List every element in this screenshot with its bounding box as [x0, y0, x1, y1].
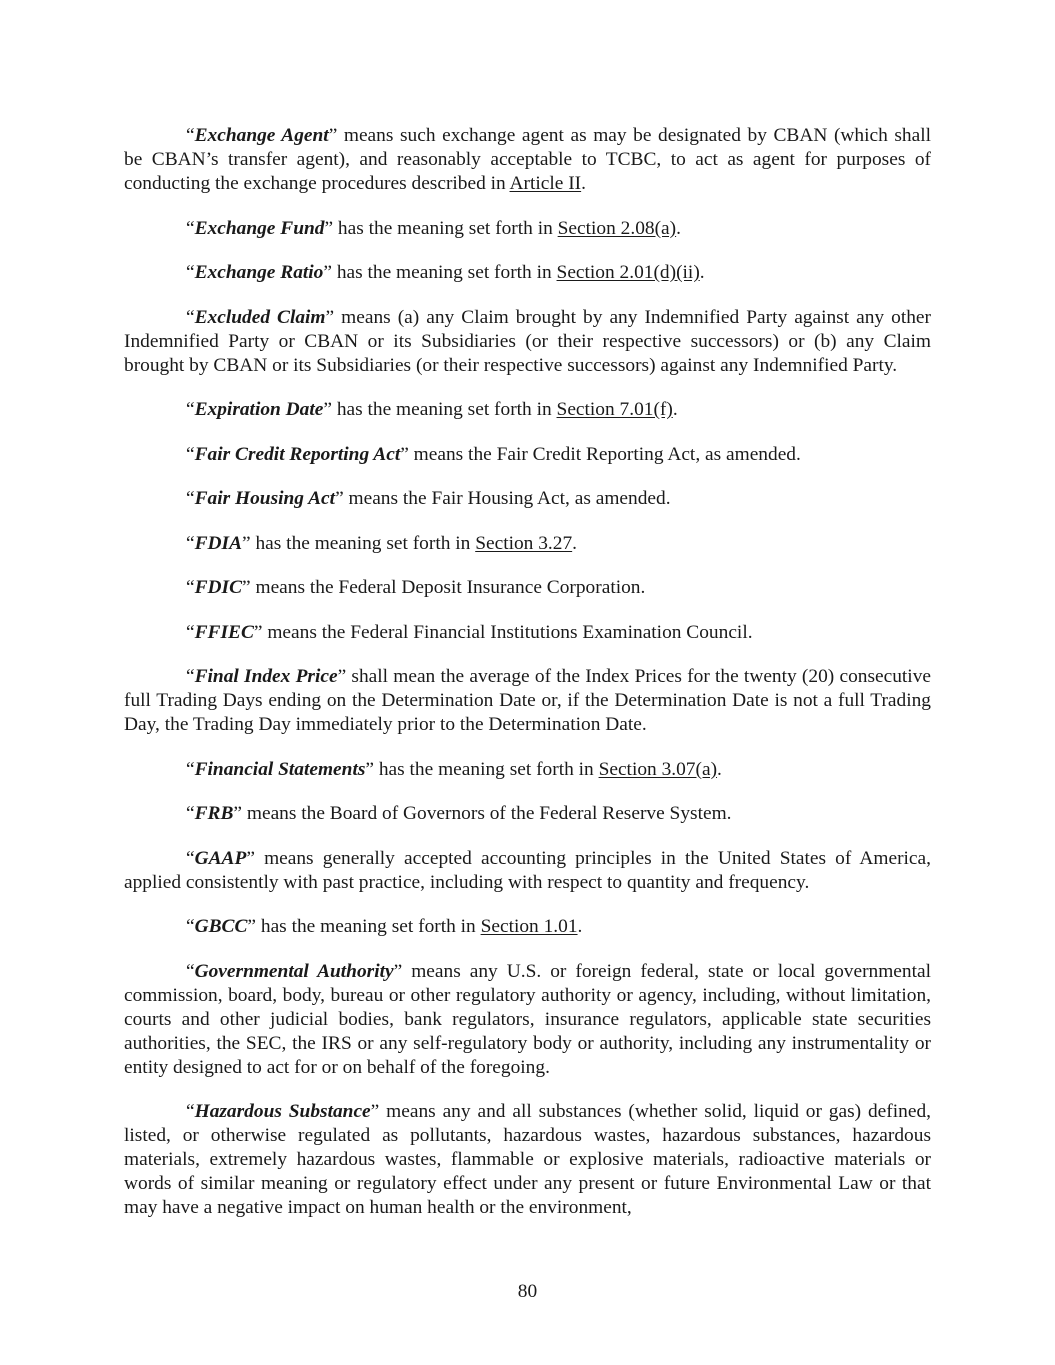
- definition-text: ” means (a) any Claim brought by any Indemnified Party against any other Indemnified Party or CBAN or its Subsidiaries (or their respective successors) or (b) any Claim brought by CBAN or its Subsidiaries (or their respective successors) against any Indemnified Party.: [124, 306, 931, 376]
- definition-gaap: “GAAP” means generally accepted accounting principles in the United States of America, applied consistently with past practice, including with respect to quantity and frequency.: [124, 847, 931, 893]
- definition-expiration-date: “Expiration Date” has the meaning set forth in Section 7.01(f).: [186, 399, 678, 420]
- defined-term: FDIC: [194, 577, 243, 598]
- definition-financial-statements: “Financial Statements” has the meaning set forth in Section 3.07(a).: [186, 758, 722, 780]
- defined-term: Excluded Claim: [194, 306, 326, 328]
- defined-term: Fair Housing Act: [194, 488, 336, 509]
- definition-fair-housing-act: “Fair Housing Act” means the Fair Housing Act, as amended.: [186, 488, 671, 509]
- definition-text: ” means the Federal Financial Institutions Examination Council.: [253, 621, 753, 643]
- definition-fair-credit-reporting-act: “Fair Credit Reporting Act” means the Fair Credit Reporting Act, as amended.: [186, 443, 801, 465]
- definition-excluded-claim: “Excluded Claim” means (a) any Claim brought by any Indemnified Party against any other Indemnified Party or CBAN or its Subsidiaries (or their respective successors) or (b) any Claim brought by CBAN or its Subsidiaries (or their respective successors) against any Indemnified Party.: [124, 306, 931, 376]
- cross-reference-link[interactable]: Section 7.01(f): [556, 399, 673, 420]
- cross-reference-link[interactable]: Section 1.01: [480, 916, 578, 937]
- definition-text: ” has the meaning set forth in: [247, 916, 481, 937]
- definition-final-index-price: “Final Index Price” shall mean the average of the Index Prices for the twenty (20) consecutive full Trading Days ending on the Determination Date or, if the Determination Date is not a full Trading Day, the Trading Day immediately prior to the Determination Date.: [124, 666, 931, 735]
- definition-exchange-ratio: “Exchange Ratio” has the meaning set forth in Section 2.01(d)(ii).: [186, 262, 705, 283]
- defined-term: FFIEC: [194, 621, 254, 643]
- definition-text: ” has the meaning set forth in: [323, 399, 557, 420]
- definition-text: ” has the meaning set forth in: [365, 758, 599, 780]
- definition-text: ” means any U.S. or foreign federal, state or local governmental commission, board, body, bureau or other regulatory authority or agency, including, without limitation, courts and other judicial bodies, bank regulators, insurance regulators, applicable state securities authorities, the SEC, the IRS or any self-regulatory body or authority, including any instrumentality or entity designed to act for or on behalf of the foregoing.: [124, 960, 931, 1078]
- cross-reference-link[interactable]: Section 3.07(a): [598, 758, 718, 780]
- defined-term: Exchange Agent: [194, 125, 329, 146]
- defined-term: Exchange Fund: [194, 217, 325, 239]
- cross-reference-link[interactable]: Section 3.27: [475, 532, 573, 554]
- definition-frb: “FRB” means the Board of Governors of the Federal Reserve System.: [186, 803, 732, 824]
- definition-text: ” has the meaning set forth in: [242, 532, 476, 554]
- definition-text: ” means the Federal Deposit Insurance Corporation.: [242, 577, 646, 598]
- definition-text: ” means any and all substances (whether solid, liquid or gas) defined, listed, or otherwise regulated as pollutants, hazardous wastes, hazardous substances, hazardous materials, extremely hazardous wastes, flammable or explosive materials, radioactive materials or words of similar meaning or regulatory effect under any present or future Environmental Law or that may have a negative impact on human health or the environment,: [124, 1101, 931, 1218]
- definition-text-end: .: [581, 173, 586, 194]
- definition-gbcc: “GBCC” has the meaning set forth in Section 1.01.: [186, 916, 583, 937]
- definition-text: ” shall mean the average of the Index Prices for the twenty (20) consecutive full Trading Days ending on the Determination Date or, if the Determination Date is not a full Trading Day, the Trading Day immediately prior to the Determination Date.: [124, 666, 931, 735]
- defined-term: GBCC: [194, 916, 248, 937]
- defined-term: Fair Credit Reporting Act: [194, 443, 401, 465]
- definition-text-end: .: [672, 399, 678, 420]
- definition-text: ” has the meaning set forth in: [323, 262, 557, 283]
- definition-text-end: .: [572, 532, 578, 554]
- defined-term: Governmental Authority: [194, 960, 394, 982]
- definition-text-end: .: [577, 916, 583, 937]
- defined-term: Financial Statements: [194, 758, 366, 780]
- cross-reference-link[interactable]: Section 2.01(d)(ii): [556, 262, 700, 283]
- definition-text: ” has the meaning set forth in: [324, 217, 558, 239]
- definition-hazardous-substance: “Hazardous Substance” means any and all substances (whether solid, liquid or gas) defined, listed, or otherwise regulated as pollutants, hazardous wastes, hazardous substances, hazardous materials, extremely hazardous wastes, flammable or explosive materials, radioactive materials or words of similar meaning or regulatory effect under any present or future Environmental Law or that may have a negative impact on human health or the environment,: [124, 1101, 931, 1218]
- definition-fdic: “FDIC” means the Federal Deposit Insurance Corporation.: [186, 577, 646, 598]
- defined-term: FRB: [194, 803, 234, 824]
- defined-term: GAAP: [194, 847, 247, 869]
- cross-reference-link[interactable]: Article II: [509, 173, 582, 194]
- definition-fdia: “FDIA” has the meaning set forth in Section 3.27.: [186, 532, 578, 554]
- definition-exchange-agent: “Exchange Agent” means such exchange agent as may be designated by CBAN (which shall be CBAN’s transfer agent), and reasonably acceptable to TCBC, to act as agent for purposes of conducting the exchange procedures described in Article II.: [124, 125, 931, 194]
- definition-text: ” means generally accepted accounting principles in the United States of America, applied consistently with past practice, including with respect to quantity and frequency.: [124, 847, 931, 893]
- definition-text: ” means the Fair Housing Act, as amended.: [335, 488, 671, 509]
- defined-term: Hazardous Substance: [194, 1101, 371, 1122]
- definition-text: ” means the Board of Governors of the Federal Reserve System.: [233, 803, 732, 824]
- document-page: [124, 124, 931, 1241]
- definition-text: ” means the Fair Credit Reporting Act, as amended.: [400, 443, 801, 465]
- definition-text-end: .: [717, 758, 722, 780]
- definition-exchange-fund: “Exchange Fund” has the meaning set forth in Section 2.08(a).: [186, 217, 681, 239]
- page-number: 80: [517, 1281, 538, 1302]
- cross-reference-link[interactable]: Section 2.08(a): [557, 217, 677, 239]
- defined-term: Final Index Price: [194, 666, 338, 687]
- defined-term: Expiration Date: [194, 399, 324, 420]
- defined-term: FDIA: [194, 532, 243, 554]
- defined-term: Exchange Ratio: [194, 262, 324, 283]
- definition-governmental-authority: “Governmental Authority” means any U.S. or foreign federal, state or local governmental commission, board, body, bureau or other regulatory authority or agency, including, without limitation, courts and other judicial bodies, bank regulators, insurance regulators, applicable state securities authorities, the SEC, the IRS or any self-regulatory body or authority, including any instrumentality or entity designed to act for or on behalf of the foregoing.: [124, 960, 931, 1078]
- definition-text-end: .: [699, 262, 705, 283]
- definition-text: ” means such exchange agent as may be designated by CBAN (which shall be CBAN’s transfer agent), and reasonably acceptable to TCBC, to act as agent for purposes of conducting the exchange procedures described in: [124, 125, 931, 194]
- definition-ffiec: “FFIEC” means the Federal Financial Institutions Examination Council.: [186, 621, 753, 643]
- definition-text-end: .: [676, 217, 681, 239]
